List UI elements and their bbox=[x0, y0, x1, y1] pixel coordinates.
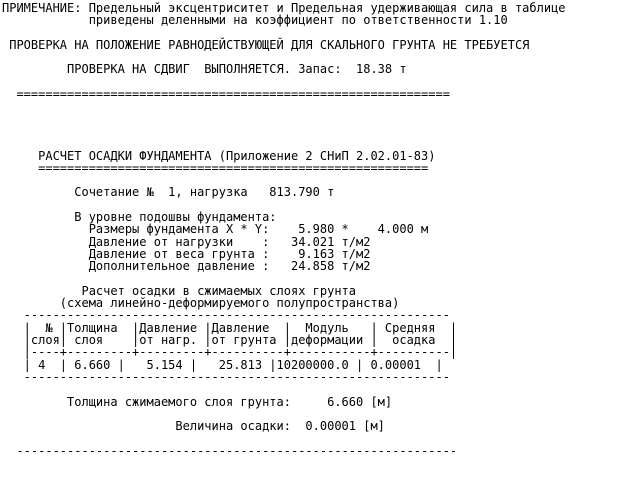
report-line bbox=[2, 125, 566, 137]
report-line: Сочетание № 1, нагрузка 813.790 т bbox=[2, 185, 335, 200]
report-line: Размеры фундамента X * Y: 5.980 * 4.000 м bbox=[2, 222, 429, 237]
report-line: Давление от нагрузки : 34.021 т/м2 bbox=[2, 234, 371, 249]
settlement-report bbox=[2, 2, 566, 457]
report-line bbox=[2, 383, 566, 395]
report-line: Толщина сжимаемого слоя грунта: 6.660 [м] bbox=[2, 394, 393, 409]
report-line: (схема линейно-деформируемого полупространства) bbox=[2, 296, 400, 311]
report-line: ----------------------------------------------------------- bbox=[2, 369, 450, 384]
report-line: |слоя| слоя |от нагр. |от грунта |деформации | осадка | bbox=[2, 333, 458, 348]
report-line bbox=[2, 137, 566, 149]
report-line bbox=[2, 273, 566, 285]
report-line: ПРОВЕРКА НА СДВИГ ВЫПОЛНЯЕТСЯ. Запас: 18.38 т bbox=[2, 62, 407, 77]
report-line bbox=[2, 113, 566, 125]
report-line: ПРОВЕРКА НА ПОЛОЖЕНИЕ РАВНОДЕЙСТВУЮЩЕЙ ДЛЯ СКАЛЬНОГО ГРУНТА НЕ ТРЕБУЕТСЯ bbox=[2, 37, 530, 52]
report-line: ----------------------------------------------------------- bbox=[2, 308, 450, 323]
report-line: В уровне подошвы фундамента: bbox=[2, 210, 277, 225]
report-line bbox=[2, 432, 566, 444]
report-line: | 4 | 6.660 | 5.154 | 25.813 |10200000.0 | 0.00001 | bbox=[2, 357, 443, 372]
report-line: РАСЧЕТ ОСАДКИ ФУНДАМЕНТА (Приложение 2 СНиП 2.02.01-83) bbox=[2, 148, 436, 163]
report-line: |----+---------+---------+----------+-----------+----------| bbox=[2, 345, 458, 360]
report-line: | № |Толщина |Давление |Давление | Модуль | Средняя | bbox=[2, 320, 458, 335]
report-line: Давление от веса грунта : 9.163 т/м2 bbox=[2, 246, 371, 261]
report-line: ============================================================ bbox=[2, 87, 450, 102]
report-line: ====================================================== bbox=[2, 160, 429, 175]
report-line: ПРИМЕЧАНИЕ: Предельный эксцентриситет и Предельная удерживающая сила в таблице bbox=[2, 1, 566, 15]
report-line: Дополнительное давление : 24.858 т/м2 bbox=[2, 259, 371, 274]
report-line: приведены деленными на коэффициент по ответственности 1.10 bbox=[2, 13, 508, 28]
report-line: Расчет осадки в сжимаемых слоях грунта bbox=[2, 283, 357, 298]
report-line: Величина осадки: 0.00001 [м] bbox=[2, 419, 385, 434]
report-line: ------------------------------------------------------------- bbox=[2, 443, 458, 458]
report-line bbox=[2, 100, 566, 112]
